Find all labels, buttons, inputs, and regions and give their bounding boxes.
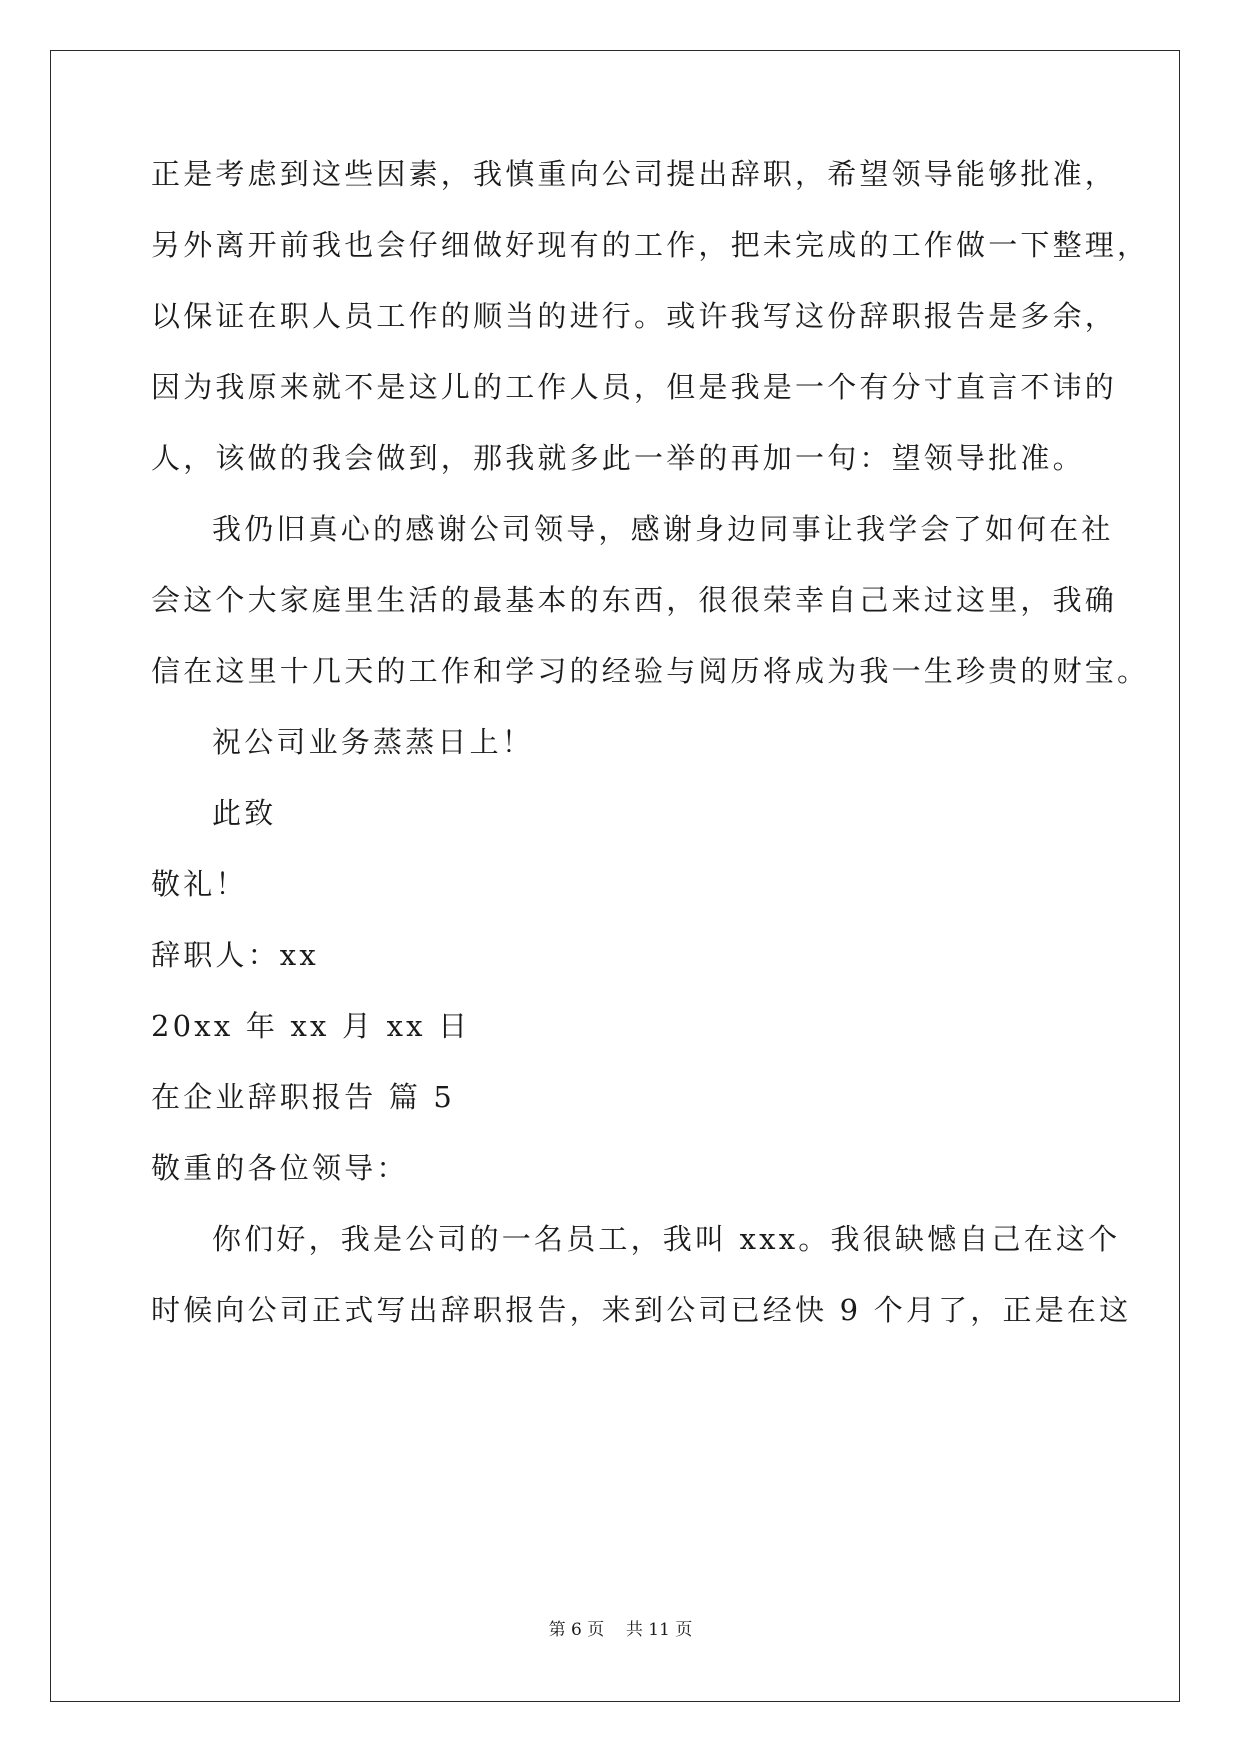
closing-line: 此致 xyxy=(212,796,277,830)
date-line: 20xx 年 xx 月 xx 日 xyxy=(151,1009,471,1043)
body-line: 你们好，我是公司的一名员工，我叫 xxx。我很缺憾自己在这个 xyxy=(212,1222,1121,1256)
signature-line: 辞职人：xx xyxy=(151,938,319,972)
body-line: 以保证在职人员工作的顺当的进行。或许我写这份辞职报告是多余， xyxy=(151,299,1118,333)
body-line: 时候向公司正式写出辞职报告，来到公司已经快 9 个月了，正是在这 xyxy=(151,1293,1132,1327)
body-line: 正是考虑到这些因素，我慎重向公司提出辞职，希望领导能够批准， xyxy=(151,157,1118,191)
body-line: 会这个大家庭里生活的最基本的东西，很很荣幸自己来过这里，我确 xyxy=(151,583,1118,617)
body-line: 我仍旧真心的感谢公司领导，感谢身边同事让我学会了如何在社 xyxy=(212,512,1114,546)
section-title: 在企业辞职报告 篇 5 xyxy=(151,1080,456,1114)
body-line: 另外离开前我也会仔细做好现有的工作，把未完成的工作做一下整理， xyxy=(151,228,1150,262)
greeting-line: 敬重的各位领导： xyxy=(151,1151,409,1185)
body-line: 信在这里十几天的工作和学习的经验与阅历将成为我一生珍贵的财宝。 xyxy=(151,654,1150,688)
page-footer: 第 6 页 共 11 页 xyxy=(548,1620,693,1640)
body-line: 祝公司业务蒸蒸日上！ xyxy=(212,725,535,759)
body-line: 人，该做的我会做到，那我就多此一举的再加一句：望领导批准。 xyxy=(151,441,1085,475)
salutation-line: 敬礼！ xyxy=(151,867,248,901)
body-line: 因为我原来就不是这儿的工作人员，但是我是一个有分寸直言不讳的 xyxy=(151,370,1118,404)
